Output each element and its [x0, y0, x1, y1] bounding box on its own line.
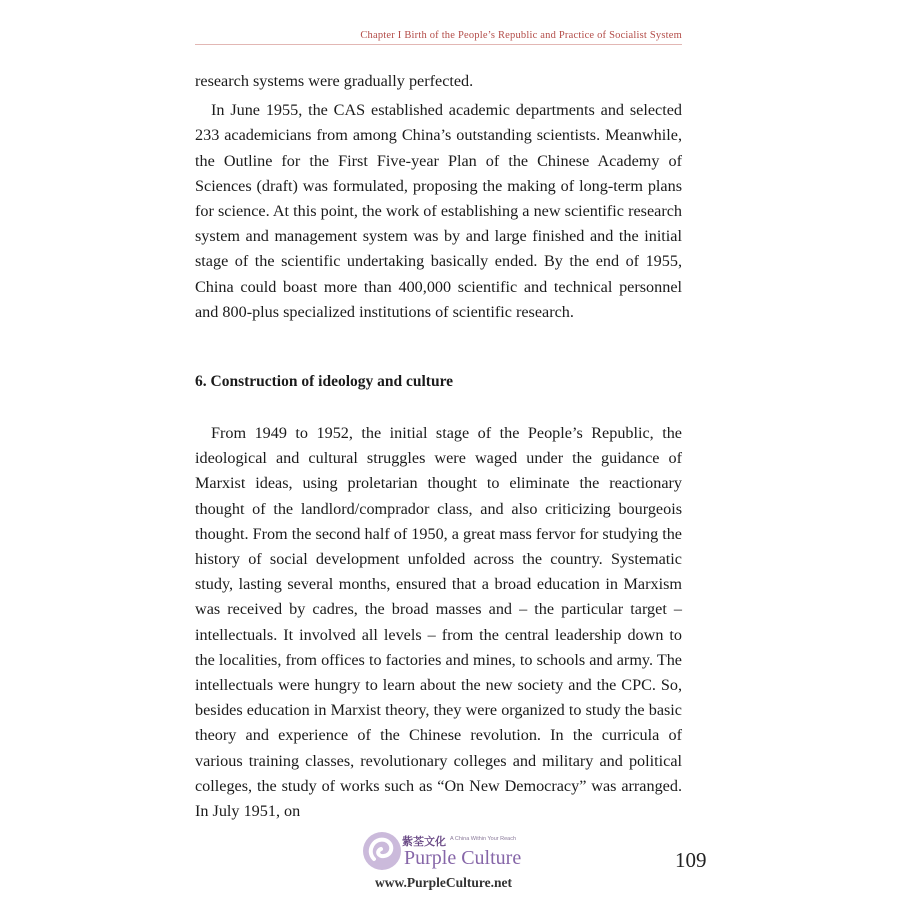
watermark-brand: Purple Culture — [404, 847, 522, 869]
section-1-text — [195, 69, 682, 325]
section-heading: 6. Construction of ideology and culture — [195, 373, 454, 390]
running-header: Chapter I Birth of the People’s Republic and Practice of Socialist System — [360, 30, 682, 41]
page-number: 109 — [675, 848, 707, 872]
watermark-tagline: A China Within Your Reach — [450, 836, 517, 842]
paragraph-cas: In June 1955, the CAS established academic departments and selected 233 academicians from among China’s outstanding scientists. Meanwhile, the Outline for the First Five-year Plan of the Chinese Academy of Sciences (draft) was formulated, proposing the making of long-term plans for science. At this point, the work of establishing a new scientific research system and management system was by and large finished and the initial stage of the scientific undertaking basically ended. By the end of 1955, China could boast more than 400,000 scientific and technical personnel and 800-plus specialized institutions of scientific research. — [195, 101, 682, 321]
header-rule — [195, 44, 682, 45]
watermark — [358, 829, 558, 895]
watermark-chinese-name: 紫荃文化 — [402, 835, 446, 848]
section-2-text — [195, 421, 682, 824]
purple-culture-logo-icon — [358, 829, 406, 877]
paragraph-continuation: research systems were gradually perfected. — [195, 72, 474, 90]
watermark-url: www.PurpleCulture.net — [375, 875, 512, 890]
paragraph-ideology: From 1949 to 1952, the initial stage of the People’s Republic, the ideological and cultural struggles were waged under the guidance of Marxist ideas, using proletarian thought to eliminate the reactionary thought of the landlord/comprador class, and also criticizing bourgeois thought. From the second half of 1950, a great mass fervor for studying the history of social development unfolded across the country. Systematic study, lasting several months, ensured that a broad education in Marxism was received by cadres, the broad masses and – the particular target – intellectuals. It involved all levels – from the central leadership down to the localities, from offices to factories and mines, to schools and army. The intellectuals were hungry to learn about the new society and the CPC. So, besides education in Marxist theory, they were organized to study the basic theory and experience of the Chinese revolution. In the curricula of various training classes, revolutionary colleges and military and political colleges, the study of works such as “On New Democracy” was arranged. In July 1951, on — [195, 424, 682, 821]
